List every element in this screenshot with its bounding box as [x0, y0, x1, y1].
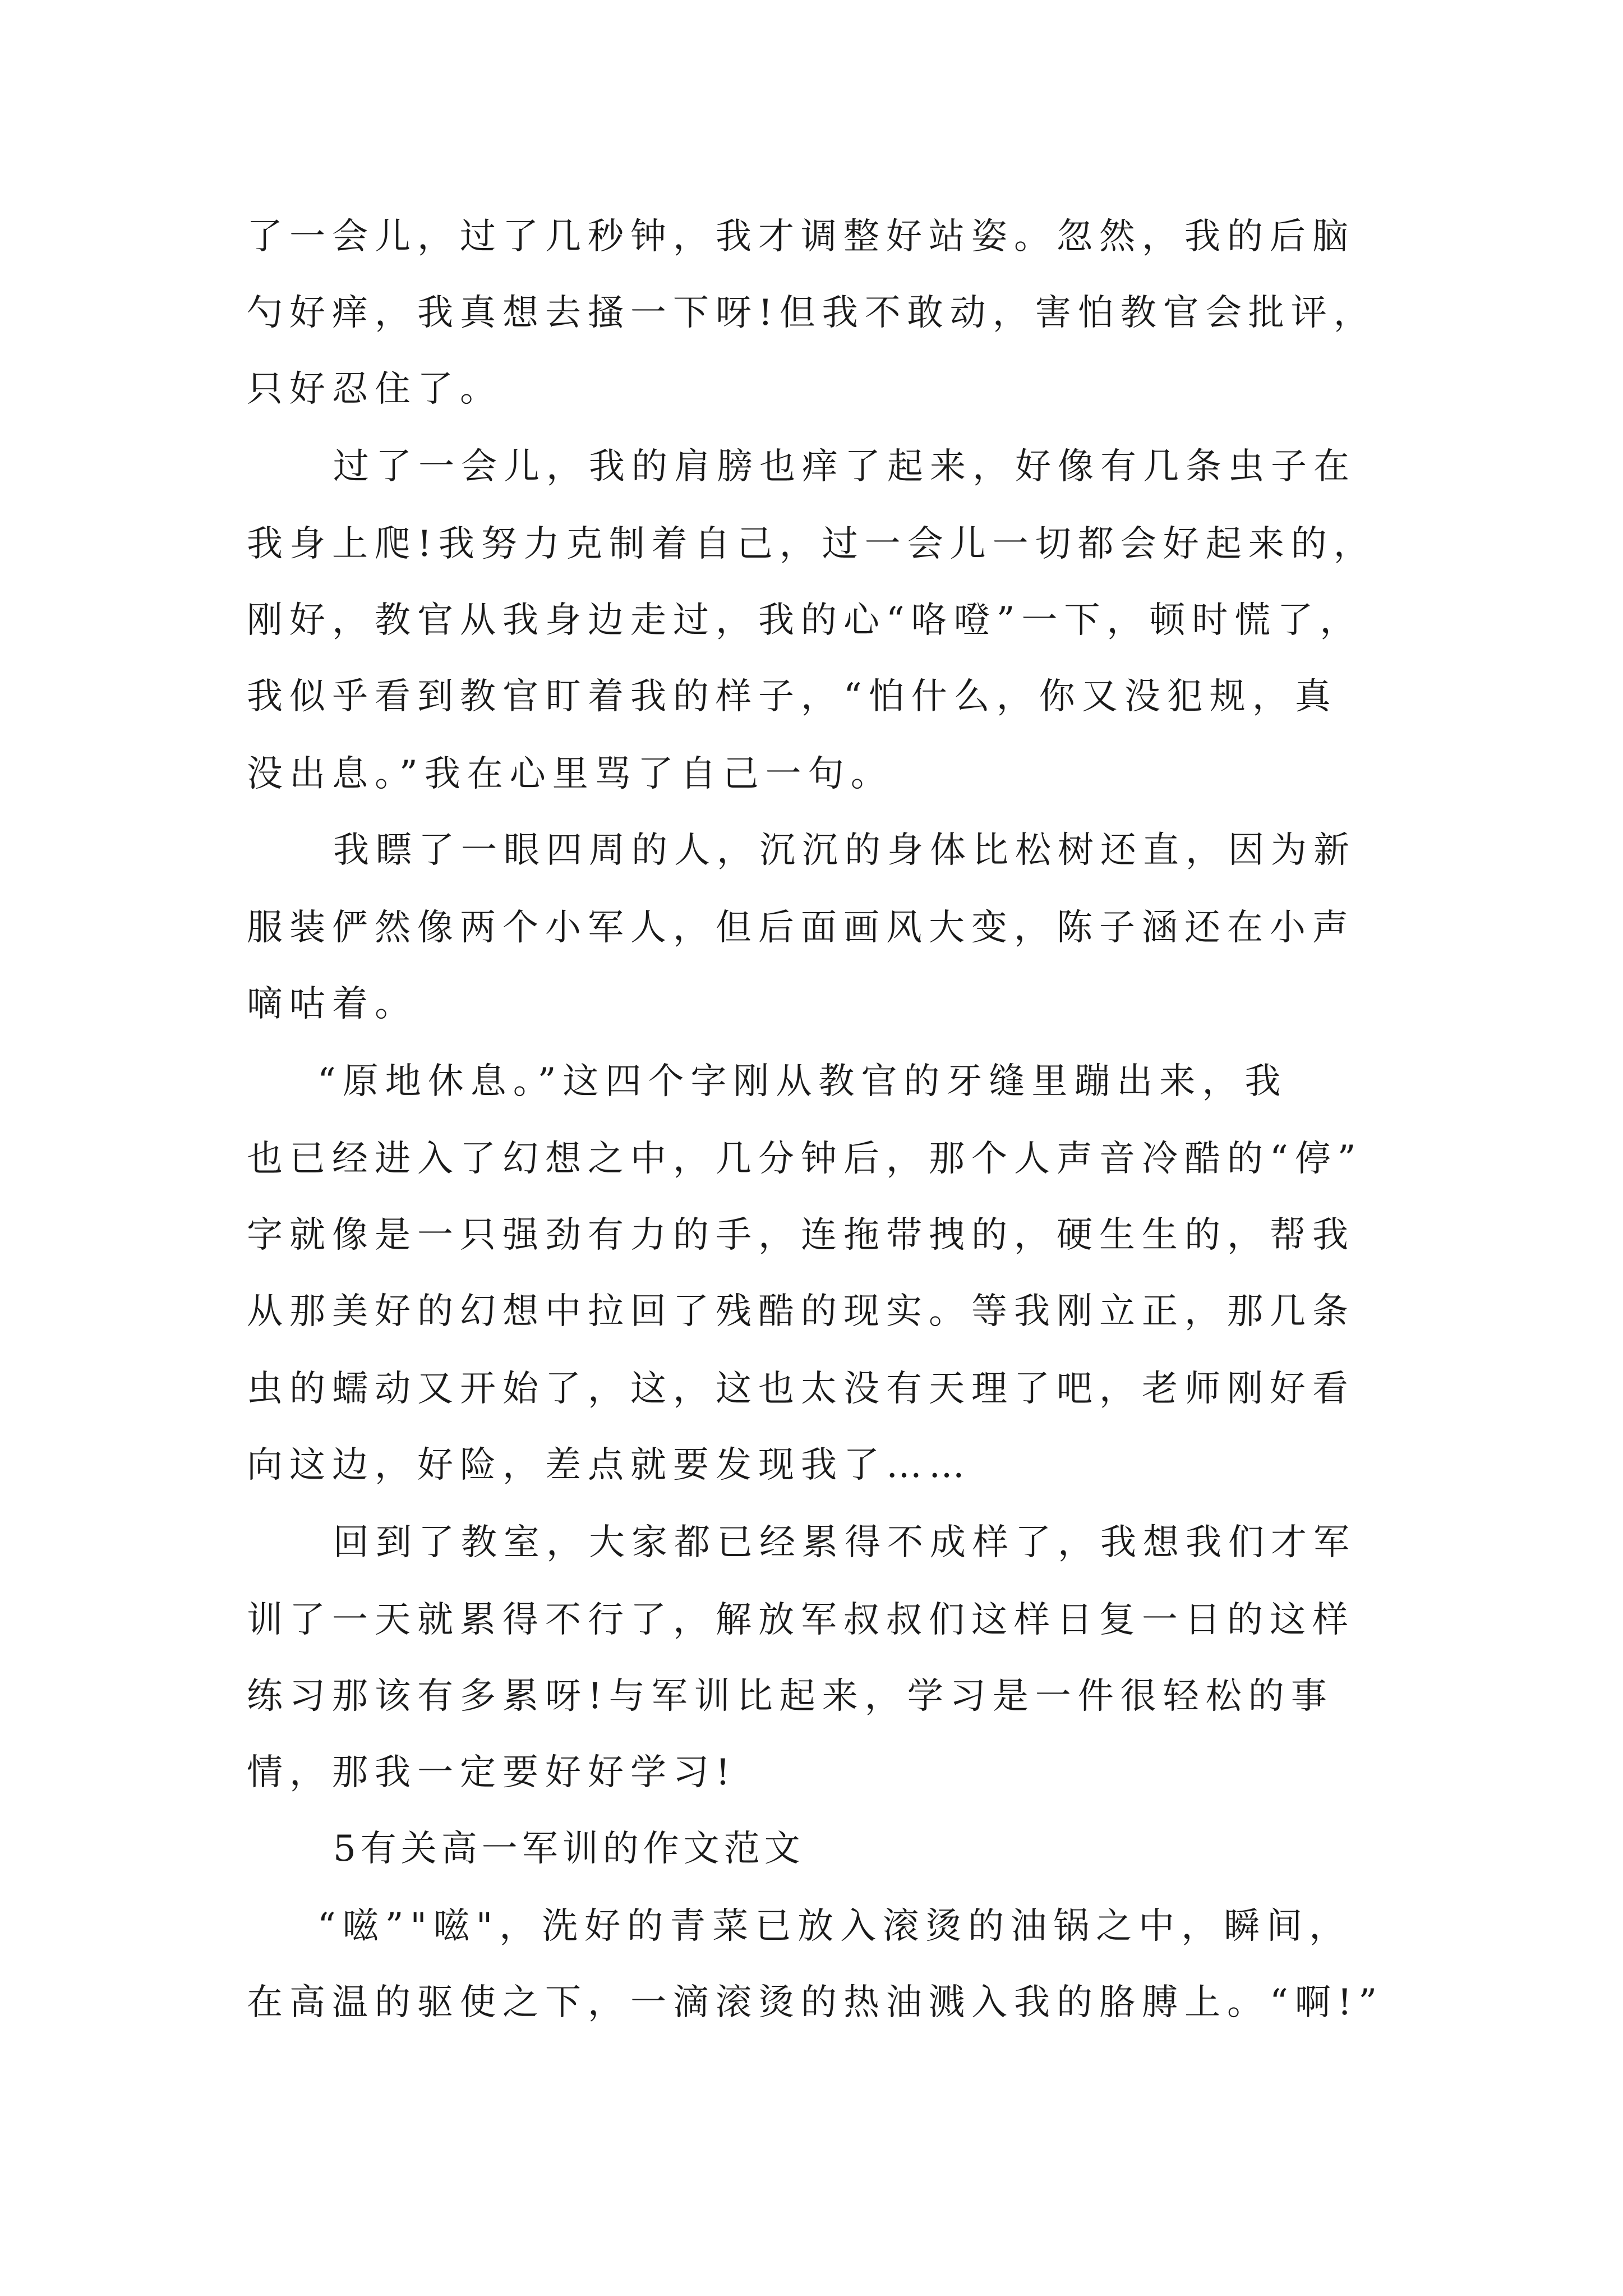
paragraph-1-line-2: 勺好痒，我真想去搔一下呀!但我不敢动，害怕教官会批评，: [247, 292, 1376, 334]
paragraph-3-line-1: 我瞟了一眼四周的人，沉沉的身体比松树还直，因为新: [333, 830, 1356, 871]
paragraph-2-line-2: 我身上爬!我努力克制着自己，过一会儿一切都会好起来的，: [247, 523, 1376, 565]
paragraph-2-line-3: 刚好，教官从我身边走过，我的心“咯噔”一下，顿时慌了，: [247, 600, 1363, 641]
paragraph-4-line-6: 向这边，好险，差点就要发现我了……: [247, 1444, 971, 1486]
paragraph-4-line-5: 虫的蠕动又开始了，这，这也太没有天理了吧，老师刚好看: [247, 1368, 1355, 1410]
paragraph-5-line-2: 训了一天就累得不行了，解放军叔叔们这样日复一日的这样: [247, 1599, 1355, 1641]
paragraph-4-line-2: 也已经进入了幻想之中，几分钟后，那个人声音冷酷的“停”: [247, 1138, 1363, 1180]
paragraph-3-line-3: 嘀咕着。: [247, 983, 417, 1025]
paragraph-3-line-2: 服装俨然像两个小军人，但后面画风大变，陈子涵还在小声: [247, 907, 1355, 949]
paragraph-2-line-5: 没出息。”我在心里骂了自己一句。: [247, 753, 893, 795]
paragraph-4-line-4: 从那美好的幻想中拉回了残酷的现实。等我刚立正，那几条: [247, 1291, 1355, 1332]
paragraph-6-line-2: 在高温的驱使之下，一滴滚烫的热油溅入我的胳膊上。“啊!”: [247, 1982, 1384, 2023]
paragraph-2-line-4: 我似乎看到教官盯着我的样子，“怕什么，你又没犯规，真: [247, 676, 1338, 717]
paragraph-1-line-3: 只好忍住了。: [247, 369, 502, 410]
section-heading: 5有关高一军训的作文范文: [333, 1828, 805, 1870]
paragraph-2-line-1: 过了一会儿，我的肩膀也痒了起来，好像有几条虫子在: [333, 446, 1356, 487]
paragraph-4-line-3: 字就像是一只强劲有力的手，连拖带拽的，硬生生的，帮我: [247, 1214, 1355, 1256]
paragraph-5-line-4: 情，那我一定要好好学习!: [247, 1752, 737, 1793]
paragraph-5-line-1: 回到了教室，大家都已经累得不成样了，我想我们才军: [333, 1522, 1356, 1563]
paragraph-6-line-1: “嗞”"嗞"，洗好的青菜已放入滚烫的油锅之中，瞬间，: [317, 1906, 1352, 1947]
paragraph-4-line-1: “原地休息。”这四个字刚从教官的牙缝里蹦出来，我: [317, 1061, 1288, 1102]
paragraph-5-line-3: 练习那该有多累呀!与军训比起来，学习是一件很轻松的事: [247, 1676, 1334, 1717]
paragraph-1-line-1: 了一会儿，过了几秒钟，我才调整好站姿。忽然，我的后脑: [247, 216, 1355, 257]
